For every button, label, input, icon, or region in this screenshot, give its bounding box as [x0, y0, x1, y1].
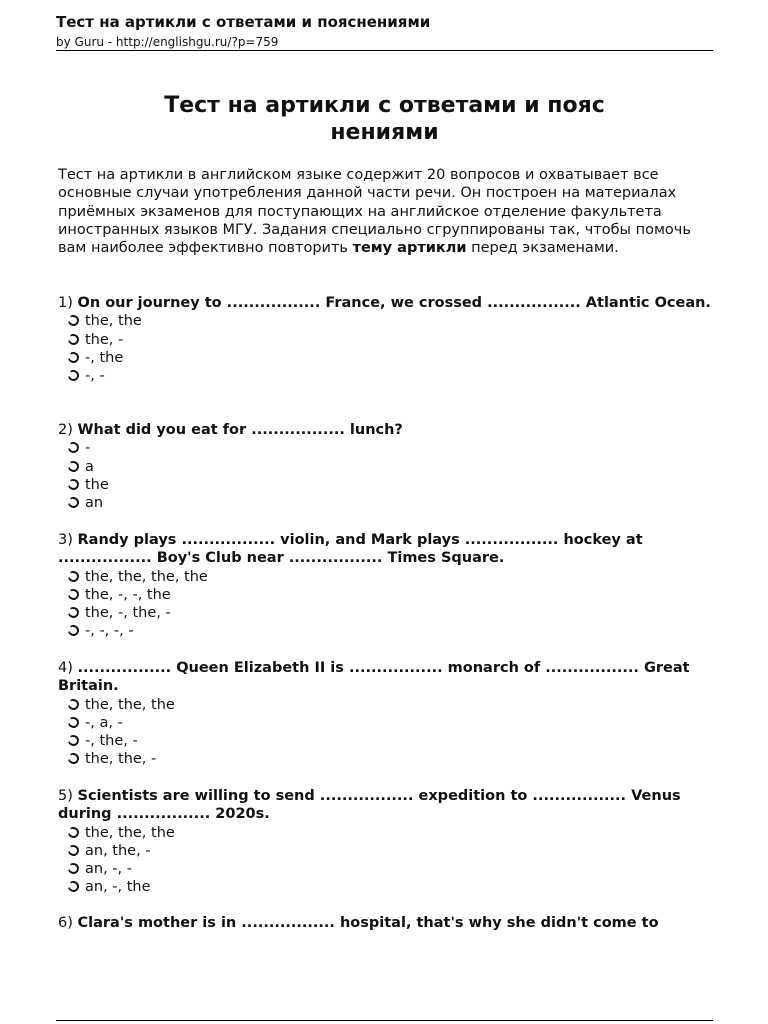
radio-icon[interactable] [66, 569, 80, 583]
answer-options [58, 824, 713, 897]
radio-icon[interactable] [66, 459, 80, 473]
header-title: Тест на артикли с ответами и пояснениями [56, 13, 431, 31]
radio-icon[interactable] [66, 314, 80, 328]
answer-option-label: the, - [85, 331, 124, 348]
question-stem [58, 787, 713, 824]
footer-divider [56, 1020, 713, 1021]
answer-option-label: -, the [85, 349, 124, 366]
answer-option-label: the, the, - [85, 751, 157, 768]
question-number: 5) [58, 788, 78, 804]
radio-icon[interactable] [66, 752, 80, 766]
answer-option[interactable] [68, 586, 713, 604]
question-number: 4) [58, 660, 78, 676]
answer-options [58, 439, 713, 512]
question-6 [58, 914, 713, 932]
answer-option[interactable] [68, 604, 713, 622]
intro-text-end: перед экзаменами. [466, 240, 619, 257]
question-text: What did you eat for ................. lunch? [77, 422, 403, 438]
answer-option-label: the, -, the, - [85, 605, 171, 622]
header-source[interactable]: by Guru - http://englishgu.ru/?p=759 [56, 35, 279, 49]
answer-option-label: an, -, the [85, 879, 151, 896]
answer-option[interactable] [68, 439, 713, 457]
question-stem [58, 421, 713, 439]
answer-option-label: an, -, - [85, 861, 132, 878]
radio-icon[interactable] [66, 697, 80, 711]
radio-icon[interactable] [66, 606, 80, 620]
answer-option[interactable] [68, 568, 713, 586]
answer-option-label: - [85, 440, 91, 457]
question-number: 3) [58, 532, 78, 548]
question-stem [58, 914, 713, 932]
answer-option-label: the, the, the [85, 824, 175, 841]
radio-icon[interactable] [66, 843, 80, 857]
radio-icon[interactable] [66, 496, 80, 510]
radio-icon[interactable] [66, 880, 80, 894]
question-1 [58, 294, 713, 385]
question-stem [58, 531, 713, 568]
radio-icon[interactable] [66, 624, 80, 638]
answer-option-label: an, the, - [85, 842, 151, 859]
question-text: Clara's mother is in ................. hospital, that's why she didn't come to [77, 915, 659, 931]
answer-option[interactable] [68, 696, 713, 714]
answer-option[interactable] [68, 860, 713, 878]
radio-icon[interactable] [66, 825, 80, 839]
answer-option[interactable] [68, 824, 713, 842]
radio-icon[interactable] [66, 332, 80, 346]
question-2 [58, 421, 713, 512]
radio-icon[interactable] [66, 734, 80, 748]
radio-icon[interactable] [66, 862, 80, 876]
answer-option[interactable] [68, 878, 713, 896]
answer-options [58, 312, 713, 385]
answer-option[interactable] [68, 476, 713, 494]
answer-option-label: the, the, the [85, 696, 175, 713]
question-text: On our journey to ................. France, we crossed ................. Atlantic Ocean. [77, 295, 711, 311]
answer-options [58, 696, 713, 769]
answer-option[interactable] [68, 331, 713, 349]
answer-option[interactable] [68, 312, 713, 330]
question-3 [58, 531, 713, 641]
intro-paragraph [58, 166, 713, 257]
radio-icon[interactable] [66, 369, 80, 383]
answer-option-label: -, a, - [85, 714, 123, 731]
article-title [56, 92, 713, 146]
question-number: 1) [58, 295, 78, 311]
radio-icon[interactable] [66, 715, 80, 729]
article-title-line-1: Тест на артикли с ответами и пояс [164, 93, 605, 118]
answer-option[interactable] [68, 732, 713, 750]
answer-option[interactable] [68, 458, 713, 476]
answer-option-label: the, the [85, 313, 142, 330]
answer-option[interactable] [68, 367, 713, 385]
question-text: Randy plays ................. violin, and Mark plays ................. hockey at ................. Boy's Club near ................. Times Square. [58, 532, 643, 567]
radio-icon[interactable] [66, 587, 80, 601]
intro-bold-link: тему артикли [352, 240, 467, 257]
answer-option-label: the, the, the, the [85, 568, 208, 585]
article-title-line-2: нениями [330, 120, 439, 145]
question-text: ................. Queen Elizabeth II is ................. monarch of ................. Great Britain. [58, 660, 690, 695]
question-5 [58, 787, 713, 897]
question-4 [58, 659, 713, 769]
answer-option-label: a [85, 458, 94, 475]
answer-option-label: -, the, - [85, 733, 138, 750]
answer-option-label: -, - [85, 368, 105, 385]
answer-option[interactable] [68, 622, 713, 640]
answer-option[interactable] [68, 842, 713, 860]
answer-option[interactable] [68, 494, 713, 512]
radio-icon[interactable] [66, 350, 80, 364]
header-divider [56, 50, 713, 51]
answer-options [58, 568, 713, 641]
answer-option[interactable] [68, 349, 713, 367]
radio-icon[interactable] [66, 477, 80, 491]
page-header [56, 12, 713, 50]
answer-option[interactable] [68, 750, 713, 768]
question-stem [58, 659, 713, 696]
answer-option-label: the, -, -, the [85, 586, 171, 603]
intro-text: Тест на артикли в английском языке содержит 20 вопросов и охватывает все основные случаи употребления данной части речи. Он построен на материалах приёмных экзаменов для поступающих на английское отделение факультета иностранных языков МГУ. Задания специально сгруппированы так, чтобы помочь вам наиболее эффективно повторить [58, 167, 691, 257]
answer-option-label: -, -, -, - [85, 623, 134, 640]
answer-option[interactable] [68, 714, 713, 732]
answer-option-label: the [85, 476, 109, 493]
question-number: 2) [58, 422, 78, 438]
radio-icon[interactable] [66, 441, 80, 455]
question-number: 6) [58, 915, 78, 931]
question-text: Scientists are willing to send ................. expedition to ................. Venus during ................. 2020s. [58, 788, 681, 823]
question-stem [58, 294, 713, 312]
answer-option-label: an [85, 495, 104, 512]
